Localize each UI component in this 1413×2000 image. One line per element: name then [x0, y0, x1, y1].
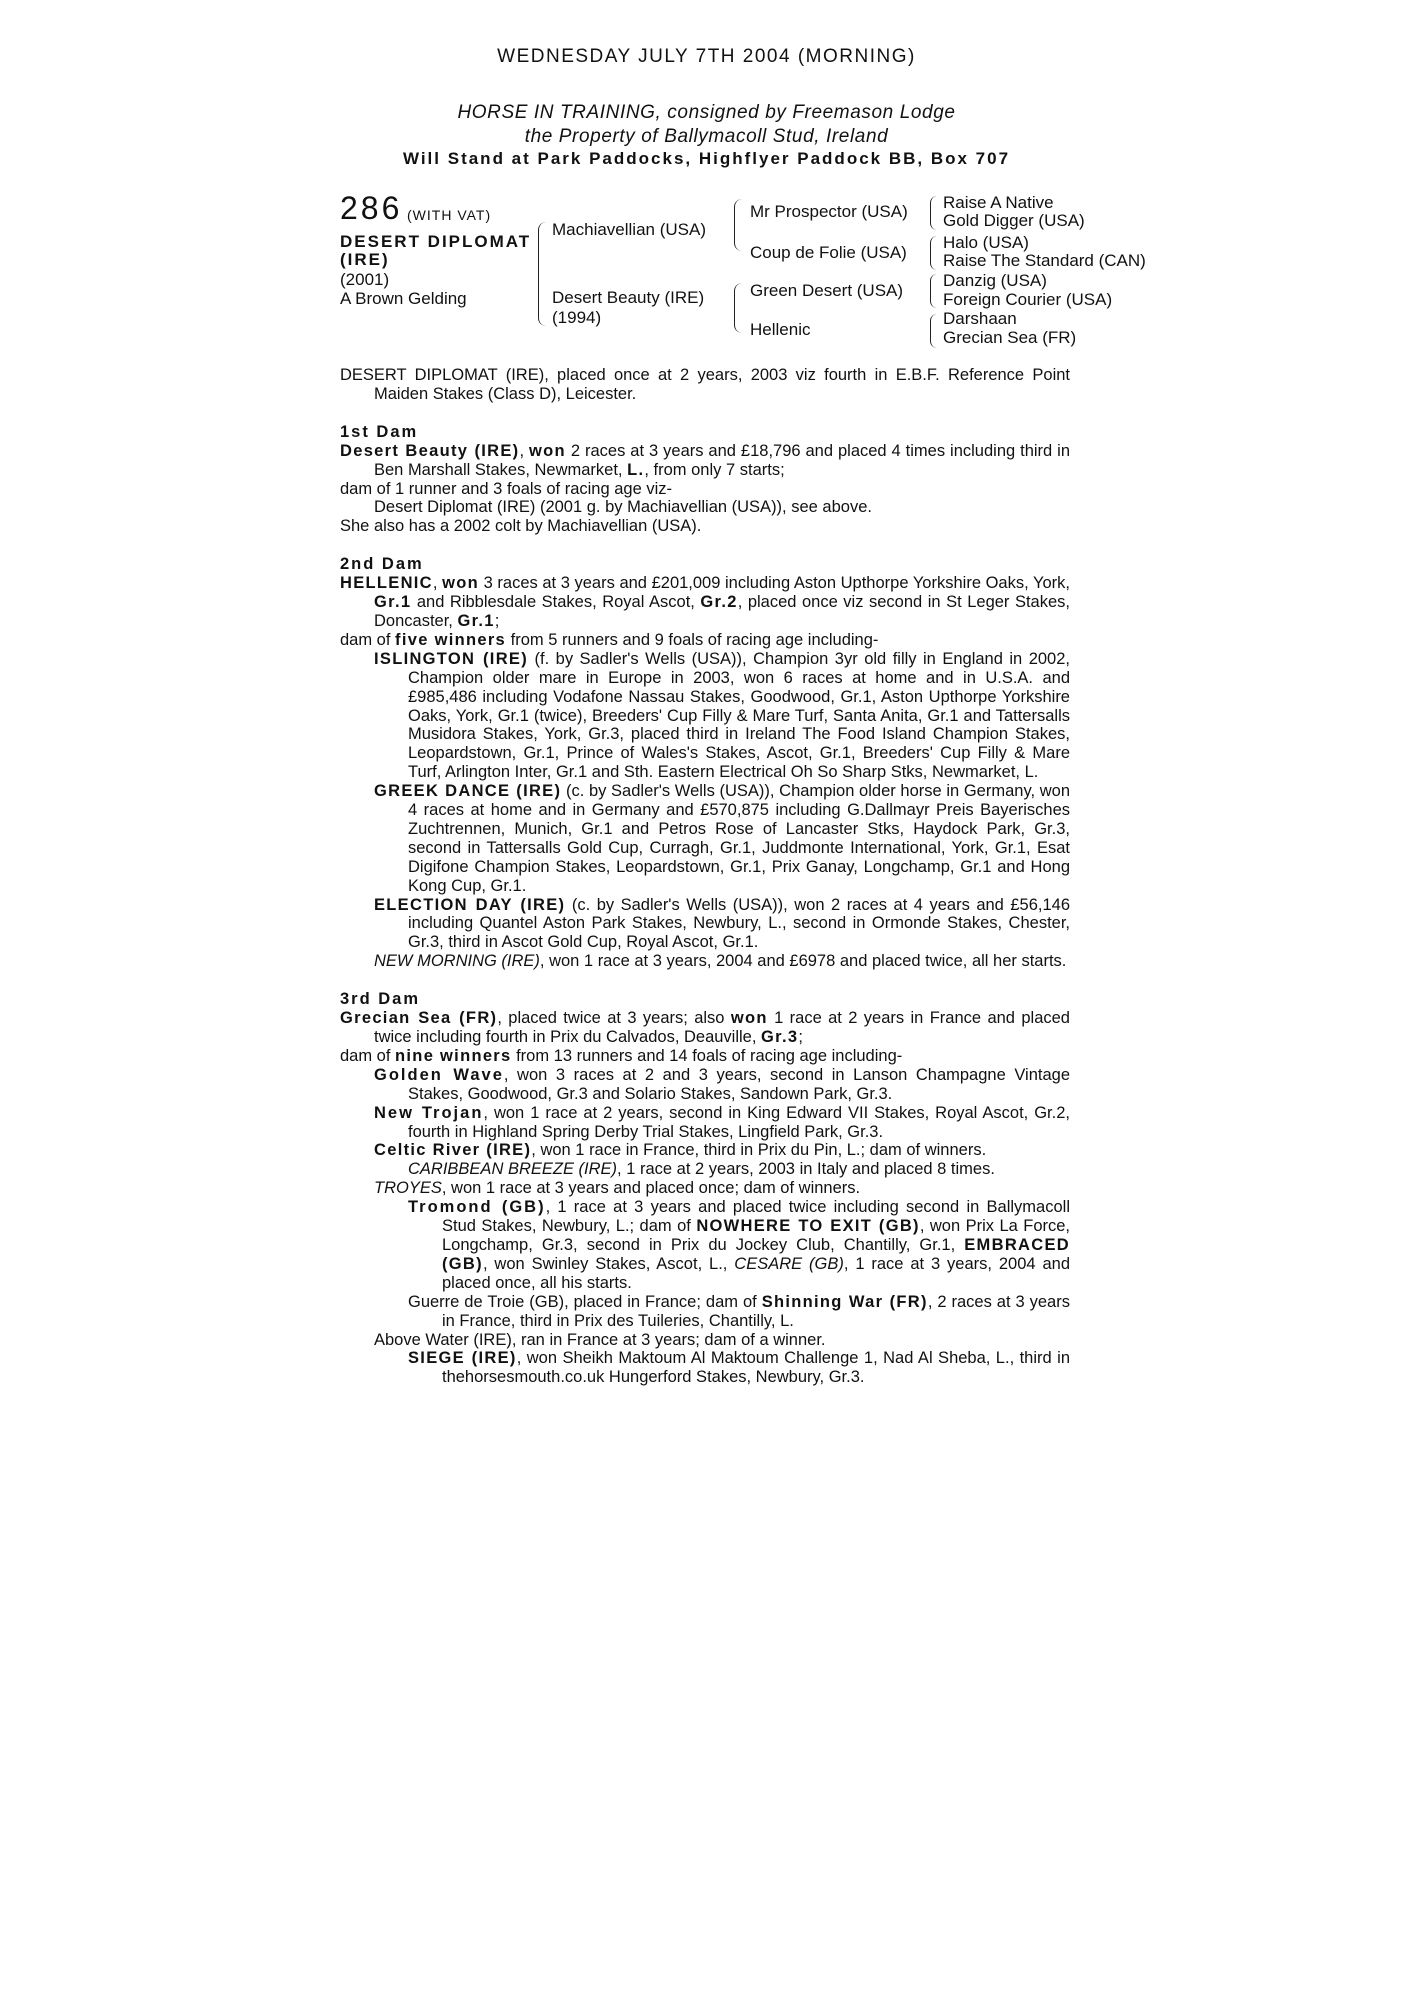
dam-year: (1994)	[552, 308, 602, 327]
pedigree-brace	[734, 199, 742, 251]
first-dam-name: Desert Beauty (IRE)	[340, 441, 520, 460]
sale-date: WEDNESDAY JULY 7TH 2004 (MORNING)	[497, 46, 916, 67]
third-dam-name: Grecian Sea (FR)	[340, 1009, 498, 1028]
progeny-troyes: TROYES, won 1 race at 3 years and placed once; dam of winners.	[374, 1179, 861, 1198]
horse-name: DESERT DIPLOMAT (IRE)	[340, 232, 532, 269]
horse-sex-color: A Brown Gelding	[340, 289, 467, 308]
progeny-golden-wave: Golden Wave, won 3 races at 2 and 3 years, second in Lanson Champagne Vintage Stakes, Goodwood, Gr.3 and Solario Stakes, Sandown Park, Gr.3.	[374, 1065, 1070, 1103]
sire: Machiavellian (USA)	[552, 220, 706, 239]
g3-darshaan: Darshaan	[943, 309, 1017, 328]
consignor-line: HORSE IN TRAINING, consigned by Freemason Lodge	[457, 102, 956, 123]
vat-note: (WITH VAT)	[407, 207, 492, 223]
progeny-caribbean-breeze: CARIBBEAN BREEZE (IRE), 1 race at 2 years, 2003 in Italy and placed 8 times.	[408, 1160, 995, 1179]
third-dam-produce: dam of nine winners from 13 runners and 14 foals of racing age including-	[340, 1046, 903, 1065]
pedigree-brace	[930, 274, 937, 308]
g3-halo: Halo (USA)	[943, 233, 1029, 252]
catalogue-body	[340, 366, 1070, 1387]
pedigree-brace	[930, 196, 937, 230]
g3-gold-digger: Gold Digger (USA)	[943, 211, 1085, 230]
first-dam-foal: Desert Diplomat (IRE) (2001 g. by Machiavellian (USA)), see above.	[374, 498, 872, 517]
g3-grecian-sea: Grecian Sea (FR)	[943, 328, 1077, 347]
won-label: won	[529, 441, 566, 460]
g3-raise-the-standard: Raise The Standard (CAN)	[943, 251, 1146, 270]
progeny-new-trojan: New Trojan, won 1 race at 2 years, second in King Edward VII Stakes, Royal Ascot, Gr.2, fourth in Highland Spring Derby Trial Stakes, Lingfield Park, Gr.3.	[374, 1103, 1070, 1141]
second-dam-paragraph: HELLENIC, won 3 races at 3 years and £201,009 including Aston Upthorpe Yorkshire Oaks, York, Gr.1 and Ribblesdale Stakes, Royal Ascot, Gr.2, placed once viz second in St Leger Stakes, Doncaster, Gr.1;	[340, 574, 1070, 630]
pedigree-brace	[930, 314, 937, 348]
progeny-guerre-de-troie: Guerre de Troie (GB), placed in France; dam of Shinning War (FR), 2 races at 3 years in France, third in Prix des Tuileries, Chantilly, L.	[408, 1292, 1070, 1330]
second-dam-heading: 2nd Dam	[340, 555, 424, 574]
pedigree-brace	[734, 283, 742, 333]
g3-raise-a-native: Raise A Native	[943, 193, 1054, 212]
second-dam-name: HELLENIC	[340, 574, 433, 593]
horse-details	[340, 270, 467, 308]
dam: Desert Beauty (IRE)	[552, 288, 705, 307]
intro-paragraph: DESERT DIPLOMAT (IRE), placed once at 2 years, 2003 viz fourth in E.B.F. Reference Point Maiden Stakes (Class D), Leicester.	[340, 366, 1070, 403]
progeny-siege: SIEGE (IRE), won Sheikh Maktoum Al Maktoum Challenge 1, Nad Al Sheba, L., third in thehorsesmouth.co.uk Hungerford Stakes, Newbury, Gr.3.	[408, 1349, 1070, 1387]
pedigree-brace	[538, 222, 547, 326]
location-line: Will Stand at Park Paddocks, Highflyer Paddock BB, Box 707	[402, 149, 1011, 168]
progeny-new-morning: NEW MORNING (IRE), won 1 race at 3 years, 2004 and £6978 and placed twice, all her starts.	[374, 952, 1067, 971]
progeny-celtic-river: Celtic River (IRE), won 1 race in France, third in Prix du Pin, L.; dam of winners.	[374, 1141, 987, 1160]
lot-number: 286	[340, 190, 403, 226]
third-dam-heading: 3rd Dam	[340, 990, 421, 1009]
second-dam-produce: dam of five winners from 5 runners and 9 foals of racing age including-	[340, 630, 879, 649]
progeny-islington: ISLINGTON (IRE) (f. by Sadler's Wells (USA)), Champion 3yr old filly in England in 2002, Champion older mare in Europe in 2003, won 6 races at home and in U.S.A. and £985,486 including Vodafone Nassau Stakes, Goodwood, Gr.1, Aston Upthorpe Yorkshire Oaks, York, Gr.1 (twice), Breeders' Cup Filly & Mare Turf, Santa Anita, Gr.1 and Tattersalls Musidora Stakes, York, Gr.3, placed third in Ireland The Food Island Champion Stakes, Leopardstown, Gr.1, Prince of Wales's Stakes, Ascot, Gr.1, Breeders' Cup Filly & Mare Turf, Arlington Inter, Gr.1 and Sth. Eastern Electrical Oh So Sharp Stks, Newmarket, L.	[374, 649, 1070, 782]
pedigree-brace	[930, 236, 937, 270]
dam-dam: Hellenic	[750, 320, 811, 339]
progeny-above-water: Above Water (IRE), ran in France at 3 years; dam of a winner.	[374, 1330, 826, 1349]
progeny-tromond: Tromond (GB), 1 race at 3 years and placed twice including second in Ballymacoll Stud Stakes, Newbury, L.; dam of NOWHERE TO EXIT (GB), won Prix La Force, Longchamp, Gr.3, second in Prix du Jockey Club, Chantilly, Gr.1, EMBRACED (GB), won Swinley Stakes, Ascot, L., CESARE (GB), 1 race at 3 years, 2004 and placed once, all his starts.	[408, 1198, 1070, 1292]
g3-foreign-courier: Foreign Courier (USA)	[943, 290, 1113, 309]
first-dam-produce: dam of 1 runner and 3 foals of racing age viz-	[340, 479, 673, 498]
g3-danzig: Danzig (USA)	[943, 271, 1047, 290]
sire-sire: Mr Prospector (USA)	[750, 202, 908, 221]
property-line: the Property of Ballymacoll Stud, Ireland	[524, 126, 889, 147]
progeny-election-day: ELECTION DAY (IRE) (c. by Sadler's Wells (USA)), won 2 races at 4 years and £56,146 including Quantel Aston Park Stakes, Newbury, L., second in Ormonde Stakes, Chester, Gr.3, third in Ascot Gold Cup, Royal Ascot, Gr.1.	[374, 895, 1070, 952]
sire-dam: Coup de Folie (USA)	[750, 243, 907, 262]
first-dam-heading: 1st Dam	[340, 422, 419, 441]
foaling-year: (2001)	[340, 270, 390, 289]
third-dam-paragraph: Grecian Sea (FR), placed twice at 3 years; also won 1 race at 2 years in France and placed twice including fourth in Prix du Calvados, Deauville, Gr.3;	[340, 1009, 1070, 1046]
dam-sire: Green Desert (USA)	[750, 281, 904, 300]
first-dam-also: She also has a 2002 colt by Machiavellian (USA).	[340, 517, 702, 536]
progeny-greek-dance: GREEK DANCE (IRE) (c. by Sadler's Wells (USA)), Champion older horse in Germany, won 4 races at home and in Germany and £570,875 including G.Dallmayr Preis Bayerisches Zuchtrennen, Munich, Gr.1 and Petros Rose of Lancaster Stks, Haydock Park, Gr.3, second in Tattersalls Gold Cup, Curragh, Gr.1, Juddmonte International, York, Gr.1, Esat Digifone Champion Stakes, Leopardstown, Gr.1, Prix Ganay, Longchamp, Gr.1 and Hong Kong Cup, Gr.1.	[374, 782, 1071, 895]
first-dam-paragraph: Desert Beauty (IRE), won 2 races at 3 years and £18,796 and placed 4 times including third in Ben Marshall Stakes, Newmarket, L., from only 7 starts;	[340, 441, 1071, 479]
